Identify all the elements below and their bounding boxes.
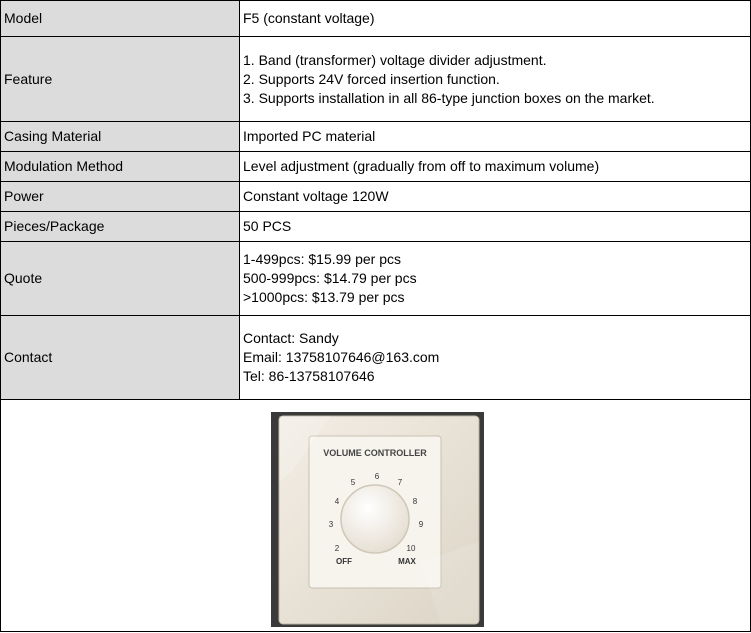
label-quote: Quote [1,242,240,316]
value-line: Tel: 86-13758107646 [243,368,375,384]
value-line: 500-999pcs: $14.79 per pcs [243,270,417,286]
value-modulation [240,152,751,182]
label-modulation: Modulation Method [1,152,240,182]
dial-number: 5 [350,477,355,487]
value-model [240,1,751,37]
row-feature [1,37,751,122]
value-line: 2. Supports 24V forced insertion function. [243,70,500,87]
label-feature: Feature [1,37,240,122]
dial-number: 3 [328,519,333,529]
value-pieces [240,212,751,242]
row-pieces [1,212,751,242]
dial-number: 2 [334,543,339,553]
row-casing [1,122,751,152]
row-contact [1,316,751,400]
row-quote [1,242,751,316]
row-model [1,1,751,37]
label-model: Model [1,1,240,37]
dial-number: 8 [412,496,417,506]
value-line: Imported PC material [243,128,376,144]
label-casing: Casing Material [1,122,240,152]
max-label: MAX [397,556,416,566]
label-pieces: Pieces/Package [1,212,240,242]
dial-number: 9 [418,519,423,529]
value-line: F5 (constant voltage) [243,10,375,26]
panel-title: VOLUME CONTROLLER [322,447,427,458]
value-line: 3. Supports installation in all 86-type junction boxes on the market. [243,89,655,106]
dial-number: 10 [406,543,415,553]
value-line: 50 PCS [243,218,292,234]
row-modulation [1,152,751,182]
value-feature [240,37,751,122]
label-contact: Contact [1,316,240,400]
photo-cell [1,400,751,632]
value-quote [240,242,751,316]
label-power: Power [1,182,240,212]
row-power [1,182,751,212]
value-line: 1-499pcs: $15.99 per pcs [243,251,401,267]
dial-number: 7 [397,477,402,487]
value-contact [240,316,751,400]
value-line: Constant voltage 120W [243,188,389,204]
off-label: OFF [335,556,352,566]
value-line: >1000pcs: $13.79 per pcs [243,289,405,305]
product-photo [271,412,484,627]
value-line: Contact: Sandy [243,330,339,346]
dial-number: 4 [334,496,339,506]
value-casing [240,122,751,152]
volume-knob [341,485,409,553]
volume-controller-illustration [271,412,484,627]
value-line: Level adjustment (gradually from off to maximum volume) [243,158,600,174]
value-power [240,182,751,212]
value-line: 1. Band (transformer) voltage divider adjustment. [243,51,547,68]
dial-number: 6 [374,471,379,481]
row-photo [1,400,751,632]
value-line: Email: 13758107646@163.com [243,349,440,365]
